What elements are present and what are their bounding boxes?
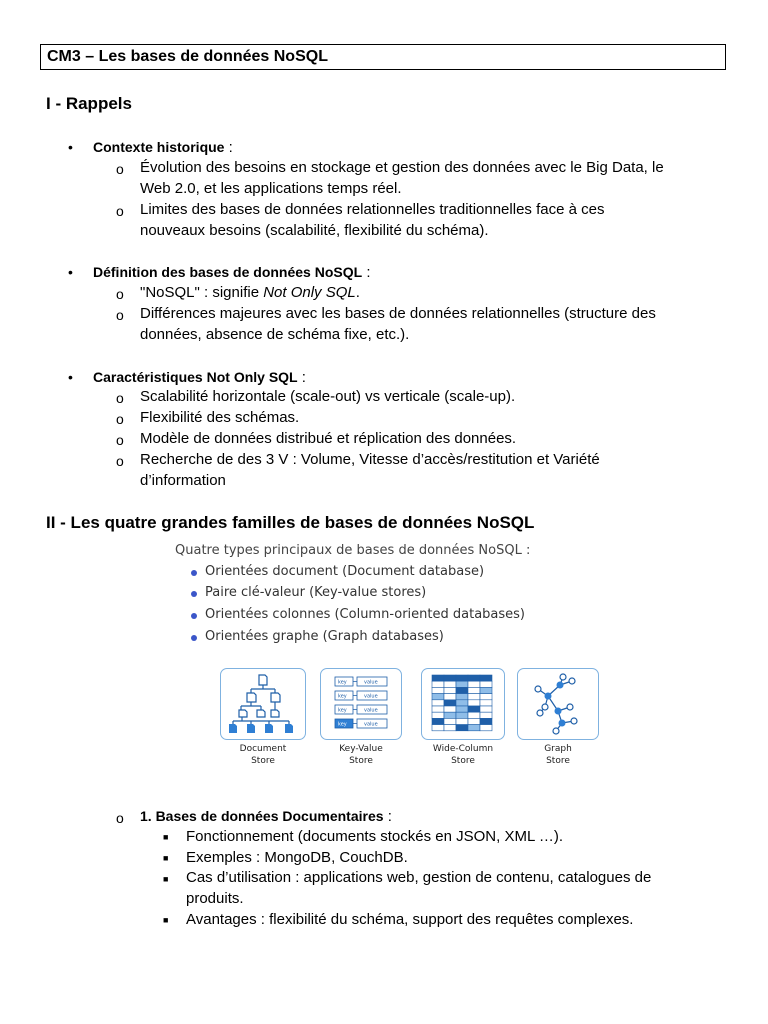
subsection-suffix: : — [383, 808, 392, 825]
square-bullet: ■ — [163, 915, 169, 925]
document-tree-graphic — [221, 669, 304, 738]
grid-cell — [432, 700, 444, 706]
bullet-marker: o — [116, 307, 124, 323]
text-run: "NoSQL" : signifie — [140, 284, 264, 301]
figure-type-item: Paire clé-valeur (Key-value stores) — [205, 585, 427, 600]
grid-cell — [432, 718, 444, 724]
key-value-store-icon — [320, 668, 402, 740]
grid-cell — [456, 718, 468, 724]
grid-cell — [468, 718, 480, 724]
grid-cell — [432, 694, 444, 700]
list-item — [140, 283, 360, 304]
list-item: Flexibilité des schémas. — [140, 409, 300, 426]
grid-cell — [444, 725, 456, 731]
graph-store-icon — [517, 668, 599, 740]
caption-line: Graph — [544, 744, 572, 754]
icon-caption — [413, 743, 513, 767]
list-item — [140, 158, 740, 199]
grid-cell — [456, 675, 468, 681]
caption-line: Store — [546, 756, 570, 766]
list-item — [140, 200, 740, 241]
grid-cell — [468, 687, 480, 693]
grid-cell — [432, 681, 444, 687]
block-definition — [93, 262, 371, 284]
grid-cell — [432, 675, 444, 681]
graph-network-graphic — [518, 669, 597, 738]
bullet-marker: o — [116, 161, 124, 177]
figure-type-item: Orientées graphe (Graph databases) — [205, 629, 444, 644]
grid-cell — [456, 700, 468, 706]
caption-line: Store — [251, 756, 275, 766]
grid-cell — [468, 712, 480, 718]
text-run-italic: Not Only SQL — [263, 284, 356, 301]
wide-column-store-icon — [421, 668, 505, 740]
bullet-marker: o — [116, 810, 124, 826]
grid-cell — [456, 687, 468, 693]
kv-value-text: value — [364, 693, 378, 700]
line: Recherche de des 3 V : Volume, Vitesse d’accès/restitution et Variété — [140, 451, 600, 468]
grid-cell — [444, 681, 456, 687]
list-item — [140, 450, 740, 491]
list-item — [186, 868, 746, 909]
square-bullet: ■ — [163, 874, 169, 884]
figure-bullet — [191, 570, 197, 576]
grid-cell — [468, 694, 480, 700]
list-item — [140, 304, 740, 345]
bullet-marker: o — [116, 203, 124, 219]
bullet-marker: • — [68, 139, 73, 155]
icon-caption — [311, 743, 411, 767]
block-contexte — [93, 137, 233, 159]
kv-key-text: key — [338, 693, 347, 700]
page-title: CM3 – Les bases de données NoSQL — [40, 44, 726, 70]
line: Évolution des besoins en stockage et gestion des données avec le Big Data, le — [140, 159, 664, 176]
kv-value-text: value — [364, 707, 378, 714]
line: produits. — [186, 889, 244, 907]
text-run: . — [355, 284, 360, 301]
grid-cell — [444, 694, 456, 700]
grid-cell — [444, 687, 456, 693]
list-item: Scalabilité horizontale (scale-out) vs verticale (scale-up). — [140, 388, 516, 405]
grid-cell — [480, 681, 492, 687]
figure-bullet — [191, 613, 197, 619]
block-suffix: : — [297, 369, 306, 386]
icon-caption — [508, 743, 608, 767]
bullet-marker: o — [116, 453, 124, 469]
bullet-marker: o — [116, 390, 124, 406]
line: d’information — [140, 471, 226, 489]
grid-cell — [480, 725, 492, 731]
block-suffix: : — [362, 264, 371, 281]
document-store-icon — [220, 668, 306, 740]
grid-cell — [480, 675, 492, 681]
line: Web 2.0, et les applications temps réel. — [140, 179, 402, 197]
caption-line: Store — [349, 756, 373, 766]
line: nouveaux besoins (scalabilité, flexibilité du schéma). — [140, 221, 489, 239]
square-bullet: ■ — [163, 832, 169, 842]
grid-cell — [480, 700, 492, 706]
grid-cell — [456, 725, 468, 731]
line: Limites des bases de données relationnelles traditionnelles face à ces — [140, 201, 605, 218]
line: Cas d’utilisation : applications web, gestion de contenu, catalogues de — [186, 869, 652, 886]
grid-cell — [432, 706, 444, 712]
section-heading-rappels: I - Rappels — [46, 94, 132, 113]
caption-line: Wide-Column — [432, 744, 494, 754]
kv-key-text: key — [338, 721, 347, 728]
section-heading-familles: II - Les quatre grandes familles de bases de données NoSQL — [46, 513, 535, 532]
grid-cell — [456, 706, 468, 712]
icon-caption — [213, 743, 313, 767]
grid-cell — [480, 712, 492, 718]
bullet-marker: o — [116, 432, 124, 448]
grid-cell — [444, 712, 456, 718]
grid-cell — [480, 687, 492, 693]
grid-cell — [480, 706, 492, 712]
kv-key-text: key — [338, 679, 347, 686]
grid-cell — [432, 712, 444, 718]
grid-cell — [468, 700, 480, 706]
bullet-marker: o — [116, 286, 124, 302]
list-item: Avantages : flexibilité du schéma, support des requêtes complexes. — [186, 911, 634, 928]
bullet-marker: • — [68, 369, 73, 385]
list-item: Exemples : MongoDB, CouchDB. — [186, 849, 408, 866]
figure-intro: Quatre types principaux de bases de données NoSQL : — [175, 543, 531, 558]
block-caracteristiques — [93, 367, 306, 389]
block-label: Définition des bases de données NoSQL — [93, 264, 363, 280]
grid-cell — [432, 725, 444, 731]
bullet-marker: o — [116, 411, 124, 427]
grid-cell — [468, 706, 480, 712]
subsection-documentaires — [140, 806, 392, 828]
square-bullet: ■ — [163, 853, 169, 863]
figure-bullet — [191, 591, 197, 597]
list-item: Fonctionnement (documents stockés en JSON, XML …). — [186, 828, 564, 845]
grid-cell — [468, 681, 480, 687]
grid-cell — [444, 700, 456, 706]
figure-type-item: Orientées document (Document database) — [205, 564, 485, 579]
grid-cell — [456, 694, 468, 700]
kv-value-text: value — [364, 721, 378, 728]
list-item: Modèle de données distribué et réplication des données. — [140, 430, 517, 447]
kv-value-text: value — [364, 679, 378, 686]
wide-column-grid-graphic — [422, 669, 503, 738]
figure-type-item: Orientées colonnes (Column-oriented databases) — [205, 607, 526, 622]
figure-bullet — [191, 635, 197, 641]
block-suffix: : — [224, 139, 233, 156]
line: données, absence de schéma fixe, etc.). — [140, 325, 410, 343]
grid-cell — [456, 712, 468, 718]
grid-cell — [444, 675, 456, 681]
block-label: Contexte historique — [93, 139, 225, 155]
grid-cell — [468, 725, 480, 731]
grid-cell — [444, 706, 456, 712]
caption-line: Key-Value — [339, 744, 383, 754]
caption-line: Document — [239, 744, 287, 754]
block-label: Caractéristiques Not Only SQL — [93, 369, 298, 385]
caption-line: Store — [451, 756, 475, 766]
key-value-graphic — [321, 669, 400, 738]
line: Différences majeures avec les bases de données relationnelles (structure des — [140, 305, 656, 322]
grid-cell — [444, 718, 456, 724]
grid-cell — [456, 681, 468, 687]
grid-cell — [432, 687, 444, 693]
bullet-marker: • — [68, 264, 73, 280]
subsection-label: 1. Bases de données Documentaires — [140, 808, 384, 824]
grid-cell — [480, 718, 492, 724]
kv-key-text: key — [338, 707, 347, 714]
grid-cell — [480, 694, 492, 700]
grid-cell — [468, 675, 480, 681]
